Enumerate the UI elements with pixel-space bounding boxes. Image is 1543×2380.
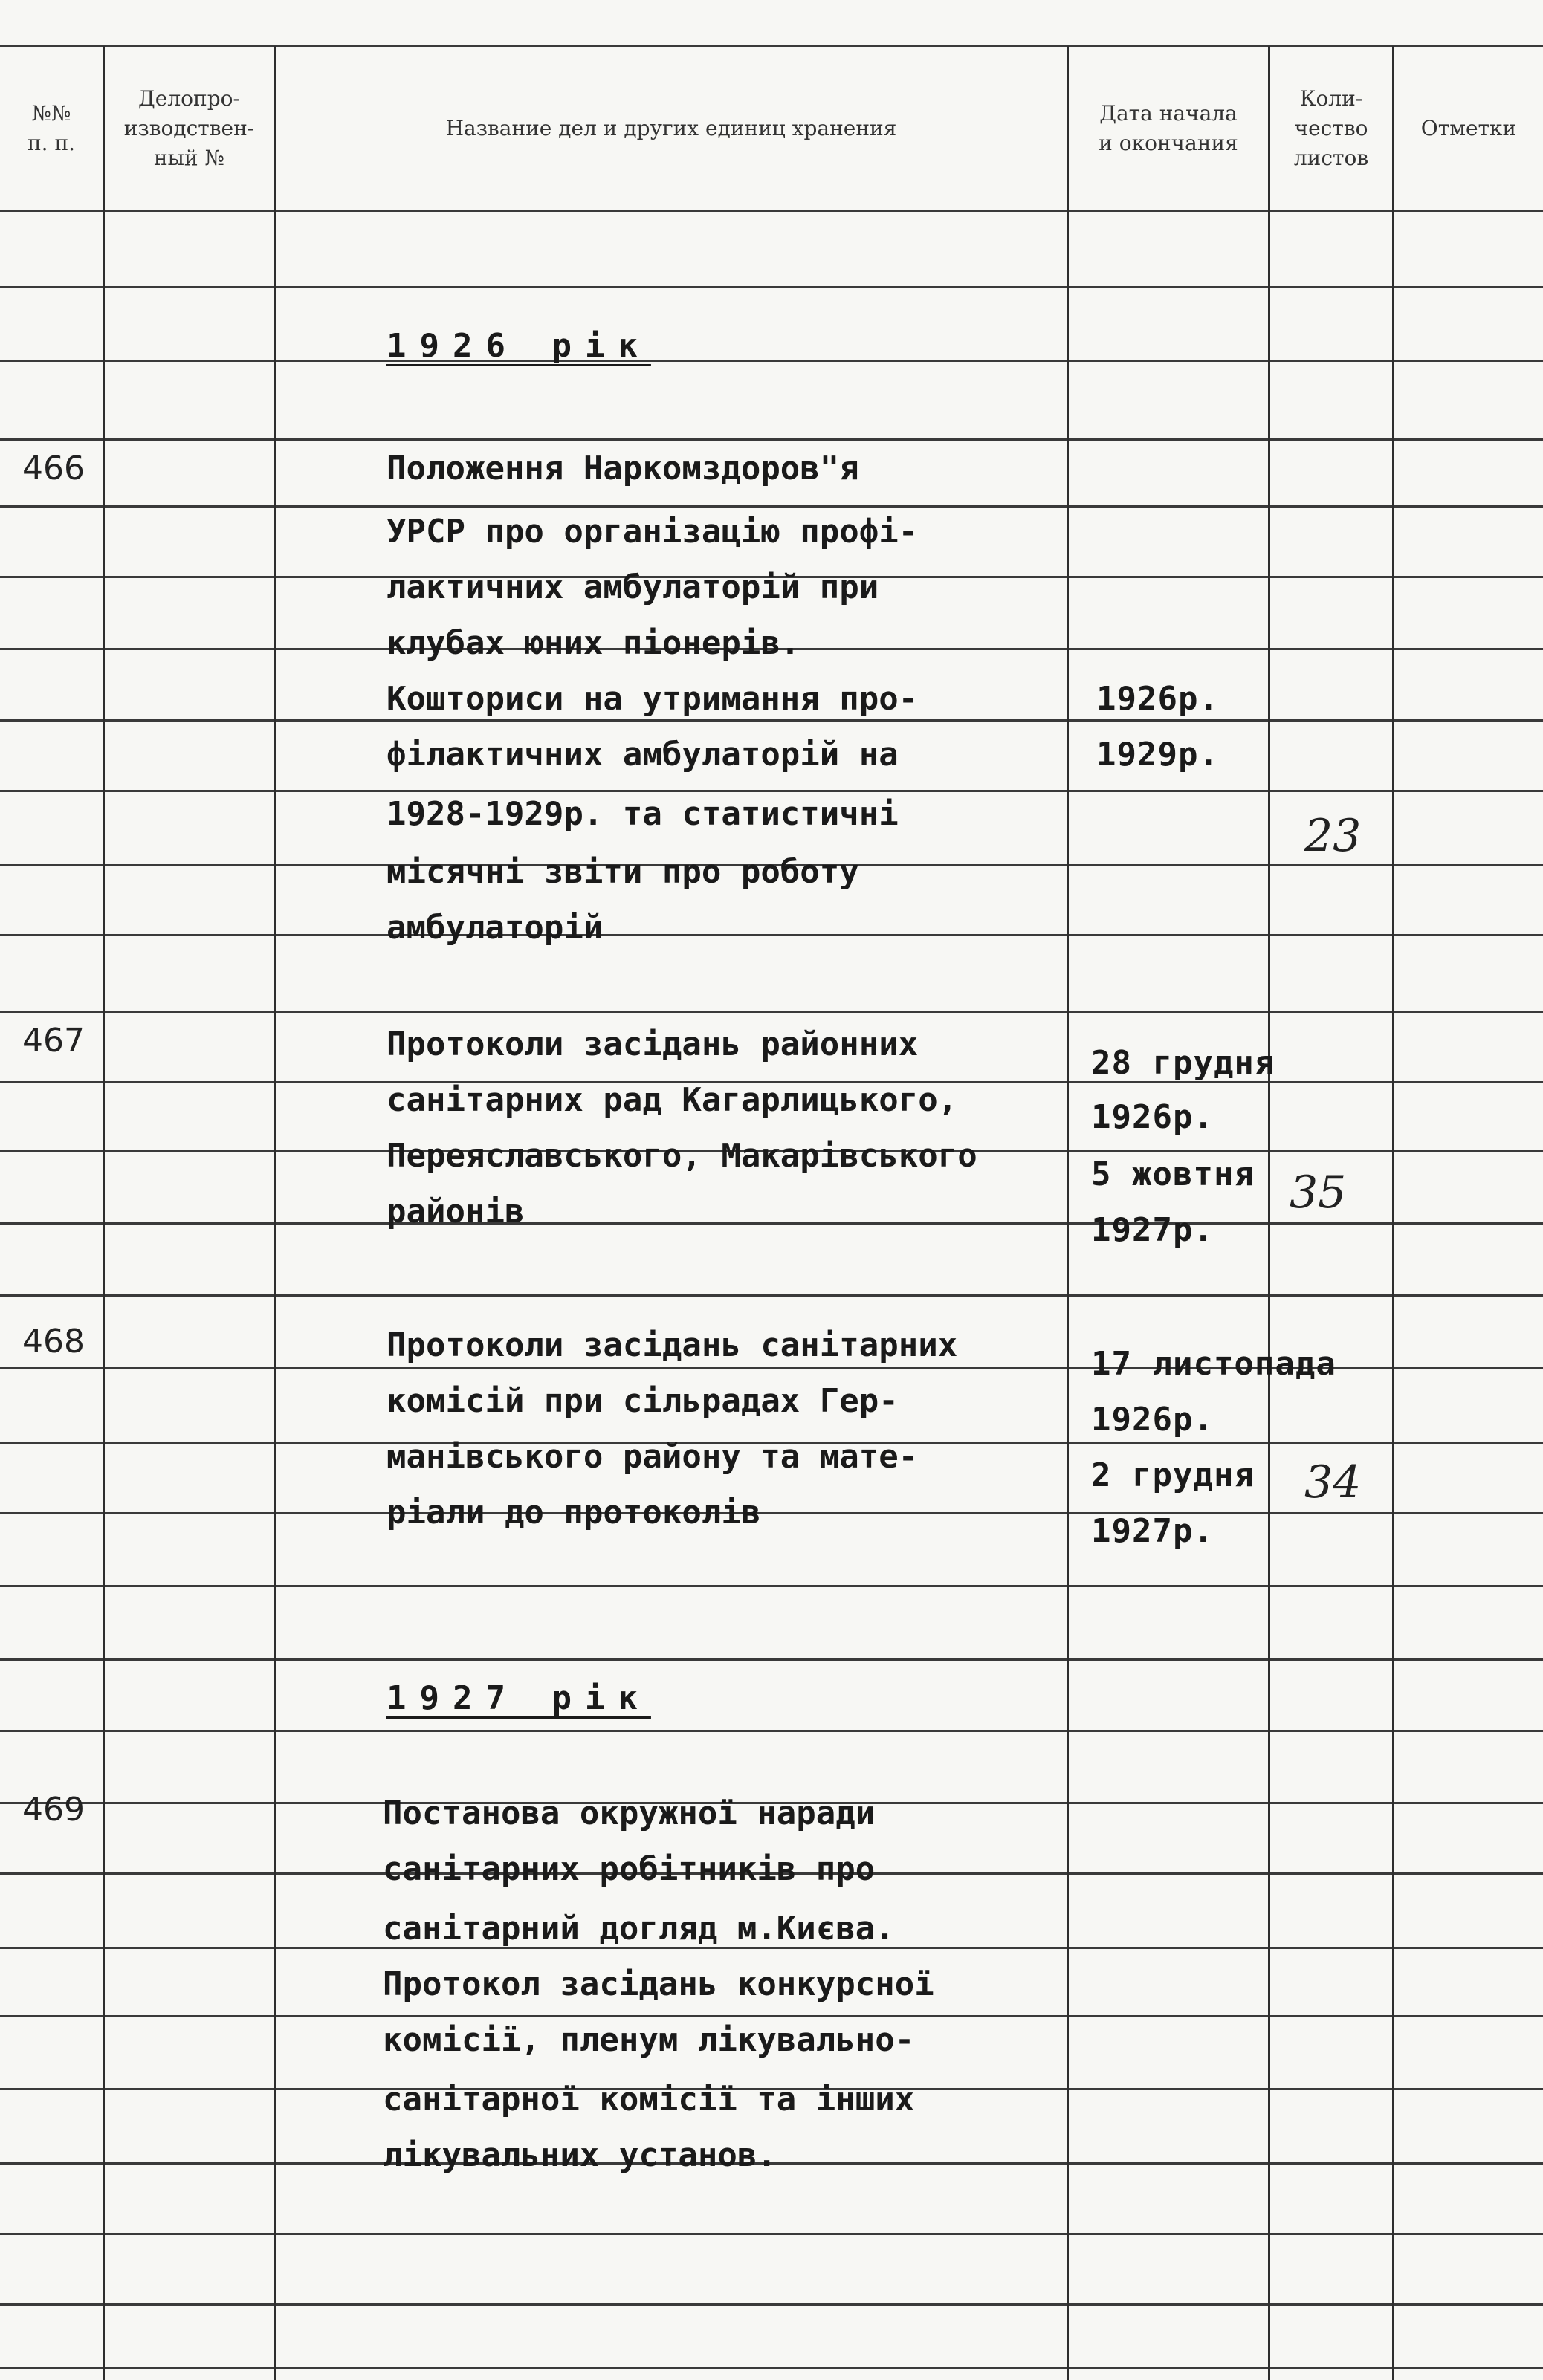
year-heading-1927: 1927 рік	[386, 1679, 651, 1717]
entry-number: 469	[22, 1791, 85, 1829]
header-notes-label: Отметки	[1420, 116, 1517, 140]
ruled-line	[0, 2367, 1543, 2369]
entry-description-line: санітарної комісії та інших	[383, 2081, 915, 2118]
entry-date-start-day: 17 листопада	[1091, 1345, 1336, 1383]
entry-description-line: філактичних амбулаторій на	[386, 736, 899, 774]
entry-number: 467	[22, 1022, 85, 1060]
ruled-line	[0, 1011, 1543, 1013]
ruled-line	[0, 2015, 1543, 2017]
entry-description-line: комісії, пленум лікувально-	[383, 2021, 915, 2059]
ruled-line	[0, 505, 1543, 508]
header-title-label: Название дел и других единиц хранения	[445, 116, 897, 140]
column-divider	[103, 46, 105, 2380]
entry-description-line: 1928-1929р. та статистичні	[386, 795, 899, 833]
entry-description-line: амбулаторій	[386, 909, 604, 947]
entry-description-line: УРСР про організацію профі-	[386, 513, 919, 551]
header-office-number-label: Делопро- изводствен- ный №	[123, 86, 255, 170]
entry-description-line: районів	[386, 1193, 525, 1230]
header-number-column	[0, 48, 103, 210]
ruled-line	[0, 1658, 1543, 1661]
entry-sheet-count: 23	[1304, 810, 1362, 862]
entry-description-line: клубах юних піонерів.	[386, 624, 800, 662]
entry-description-line: манівського району та мате-	[386, 1438, 919, 1476]
header-dates-label: Дата начала и окончания	[1099, 101, 1238, 155]
ruled-line	[0, 360, 1543, 362]
entry-description-line: ріали до протоколів	[386, 1494, 761, 1531]
ruled-line	[0, 1585, 1543, 1587]
entry-description-line: Положення Наркомздоров"я	[386, 450, 859, 487]
entry-description-line: Протокол засідань конкурсної	[383, 1965, 934, 2003]
entry-number: 468	[22, 1323, 85, 1361]
ruled-line	[0, 438, 1543, 441]
entry-sheet-count: 34	[1304, 1456, 1362, 1508]
header-title-column	[276, 48, 1067, 210]
ruled-line	[0, 286, 1543, 288]
entry-description-line: місячні звіти про роботу	[386, 853, 859, 891]
column-divider	[1392, 46, 1394, 2380]
ruled-line	[0, 719, 1543, 722]
column-divider	[1268, 46, 1270, 2380]
header-dates-column	[1069, 48, 1268, 210]
header-sheet-count-label: Коли- чество листов	[1293, 86, 1369, 170]
entry-date-start: 1926р.	[1096, 680, 1219, 718]
entry-description-line: комісій при сільрадах Гер-	[386, 1382, 899, 1420]
header-office-number-column	[105, 48, 274, 210]
entry-description-line: лактичних амбулаторій при	[386, 568, 879, 606]
entry-date-start-year: 1926р.	[1091, 1098, 1214, 1136]
ruled-line	[0, 1222, 1543, 1225]
column-divider	[1067, 46, 1069, 2380]
ruled-line	[0, 1294, 1543, 1297]
entry-date-end-day: 2 грудня	[1091, 1456, 1255, 1494]
entry-date-end-year: 1927р.	[1091, 1512, 1214, 1550]
entry-date-start-year: 1926р.	[1091, 1401, 1214, 1439]
header-bottom-line	[0, 210, 1543, 212]
entry-description-line: Постанова окружної наради	[383, 1794, 876, 1832]
header-notes-column	[1394, 48, 1543, 210]
entry-description-line: лікувальних установ.	[383, 2136, 777, 2174]
entry-description-line: санітарних рад Кагарлицького,	[386, 1081, 958, 1119]
entry-date-start-day: 28 грудня	[1091, 1044, 1275, 1082]
top-border-line	[0, 45, 1543, 47]
entry-description-line: Протоколи засідань районних	[386, 1025, 919, 1063]
entry-date-end: 1929р.	[1096, 736, 1219, 774]
entry-description-line: Переяславського, Макарівського	[386, 1137, 977, 1175]
ruled-line	[0, 790, 1543, 792]
entry-description-line: санітарних робітників про	[383, 1850, 876, 1888]
header-number-label: №№ п. п.	[27, 101, 76, 155]
entry-sheet-count: 35	[1290, 1167, 1347, 1219]
column-divider	[274, 46, 276, 2380]
header-sheet-count-column	[1270, 48, 1392, 210]
entry-date-end-day: 5 жовтня	[1091, 1155, 1255, 1193]
year-heading-1926: 1926 рік	[386, 327, 651, 365]
entry-number: 466	[22, 450, 85, 487]
entry-date-end-year: 1927р.	[1091, 1211, 1214, 1249]
ruled-line	[0, 1512, 1543, 1514]
ruled-line	[0, 1730, 1543, 1732]
ruled-line	[0, 2233, 1543, 2235]
entry-description-line: санітарний догляд м.Києва.	[383, 1910, 895, 1948]
entry-description-line: Кошториси на утримання про-	[386, 680, 919, 718]
ruled-line	[0, 2303, 1543, 2306]
entry-description-line: Протоколи засідань санітарних	[386, 1326, 958, 1364]
ruled-line	[0, 934, 1543, 936]
